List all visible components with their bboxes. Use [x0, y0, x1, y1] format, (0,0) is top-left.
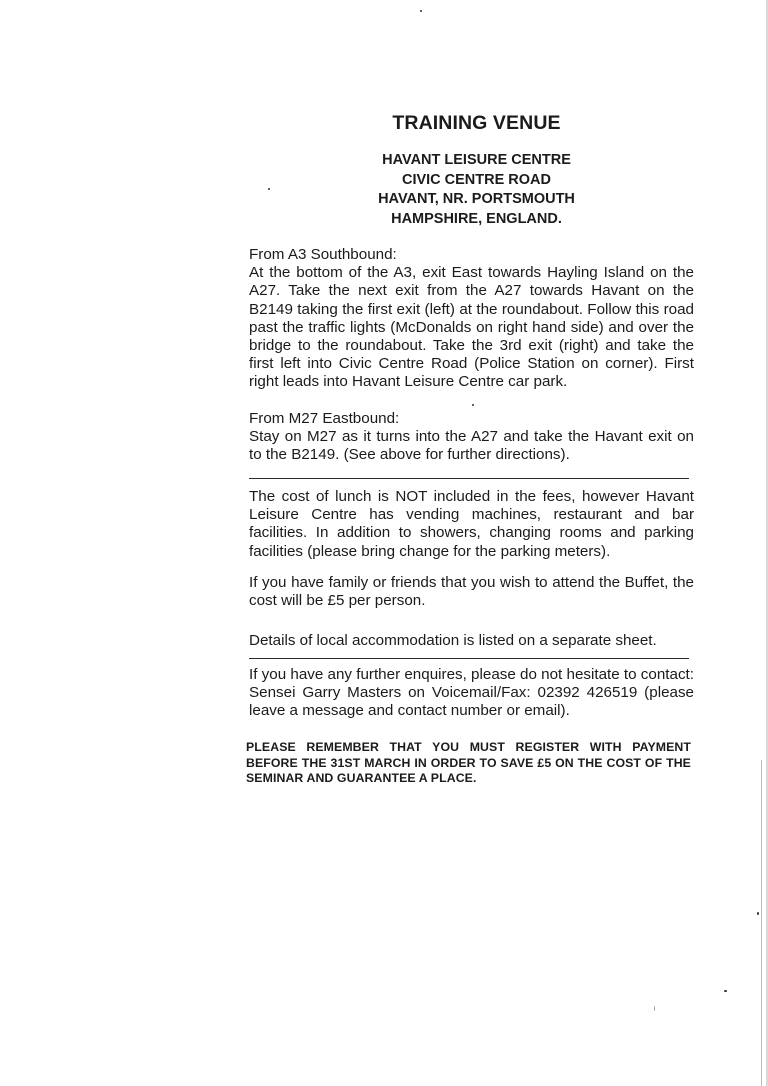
lunch-info: The cost of lunch is NOT included in the fees, however Havant Leisure Centre has vending machines, restaurant and bar facilities. In addition to showers, changing rooms and parking facilities (please bring change for the parking meters). — [249, 488, 694, 560]
page-title: TRAINING VENUE — [392, 112, 561, 134]
scan-speck — [757, 912, 759, 915]
directions-heading: From A3 Southbound: — [249, 246, 397, 263]
scan-speck — [654, 1006, 655, 1011]
directions-text: At the bottom of the A3, exit East towards Hayling Island on the A27. Take the next exit from the A27 towards Havant on the B2149 taking the first exit (left) at the roundabout. Follow this road past the traffic lights (McDonalds on right hand side) and over the bridge to the roundabout. Take the 3rd exit (right) and take the first left into Civic Centre Road (Police Station on corner). First right leads into Havant Leisure Centre car park. — [249, 264, 694, 391]
registration-notice: PLEASE REMEMBER THAT YOU MUST REGISTER WITH PAYMENT BEFORE THE 31ST MARCH IN ORDER TO SAVE £5 ON THE COST OF THE SEMINAR AND GUARANTEE A PLACE. — [246, 740, 691, 786]
directions-heading: From M27 Eastbound: — [249, 410, 400, 427]
buffet-info: If you have family or friends that you wish to attend the Buffet, the cost will be £5 per person. — [249, 574, 694, 610]
accommodation-info: Details of local accommodation is listed on a separate sheet. — [249, 632, 657, 649]
directions-a3 — [249, 246, 694, 392]
directions-m27 — [249, 410, 694, 465]
address-line: HAMPSHIRE, ENGLAND. — [391, 210, 562, 227]
address-line: CIVIC CENTRE ROAD — [401, 171, 552, 188]
scan-speck — [472, 404, 474, 406]
venue-address — [249, 151, 704, 229]
scan-speck — [420, 10, 422, 12]
divider — [249, 478, 689, 479]
contact-info: If you have any further enquires, please do not hesitate to contact: Sensei Garry Masters on Voicemail/Fax: 02392 426519 (please leave a message and contact number or email). — [249, 666, 694, 720]
directions-text: Stay on M27 as it turns into the A27 and take the Havant exit on to the B2149. (See above for further directions). — [249, 428, 694, 464]
scan-speck — [724, 990, 727, 992]
page-edge-shadow — [761, 760, 762, 1086]
address-line: HAVANT LEISURE CENTRE — [382, 152, 571, 168]
divider — [249, 658, 689, 659]
address-line: HAVANT, NR. PORTSMOUTH — [378, 191, 575, 207]
